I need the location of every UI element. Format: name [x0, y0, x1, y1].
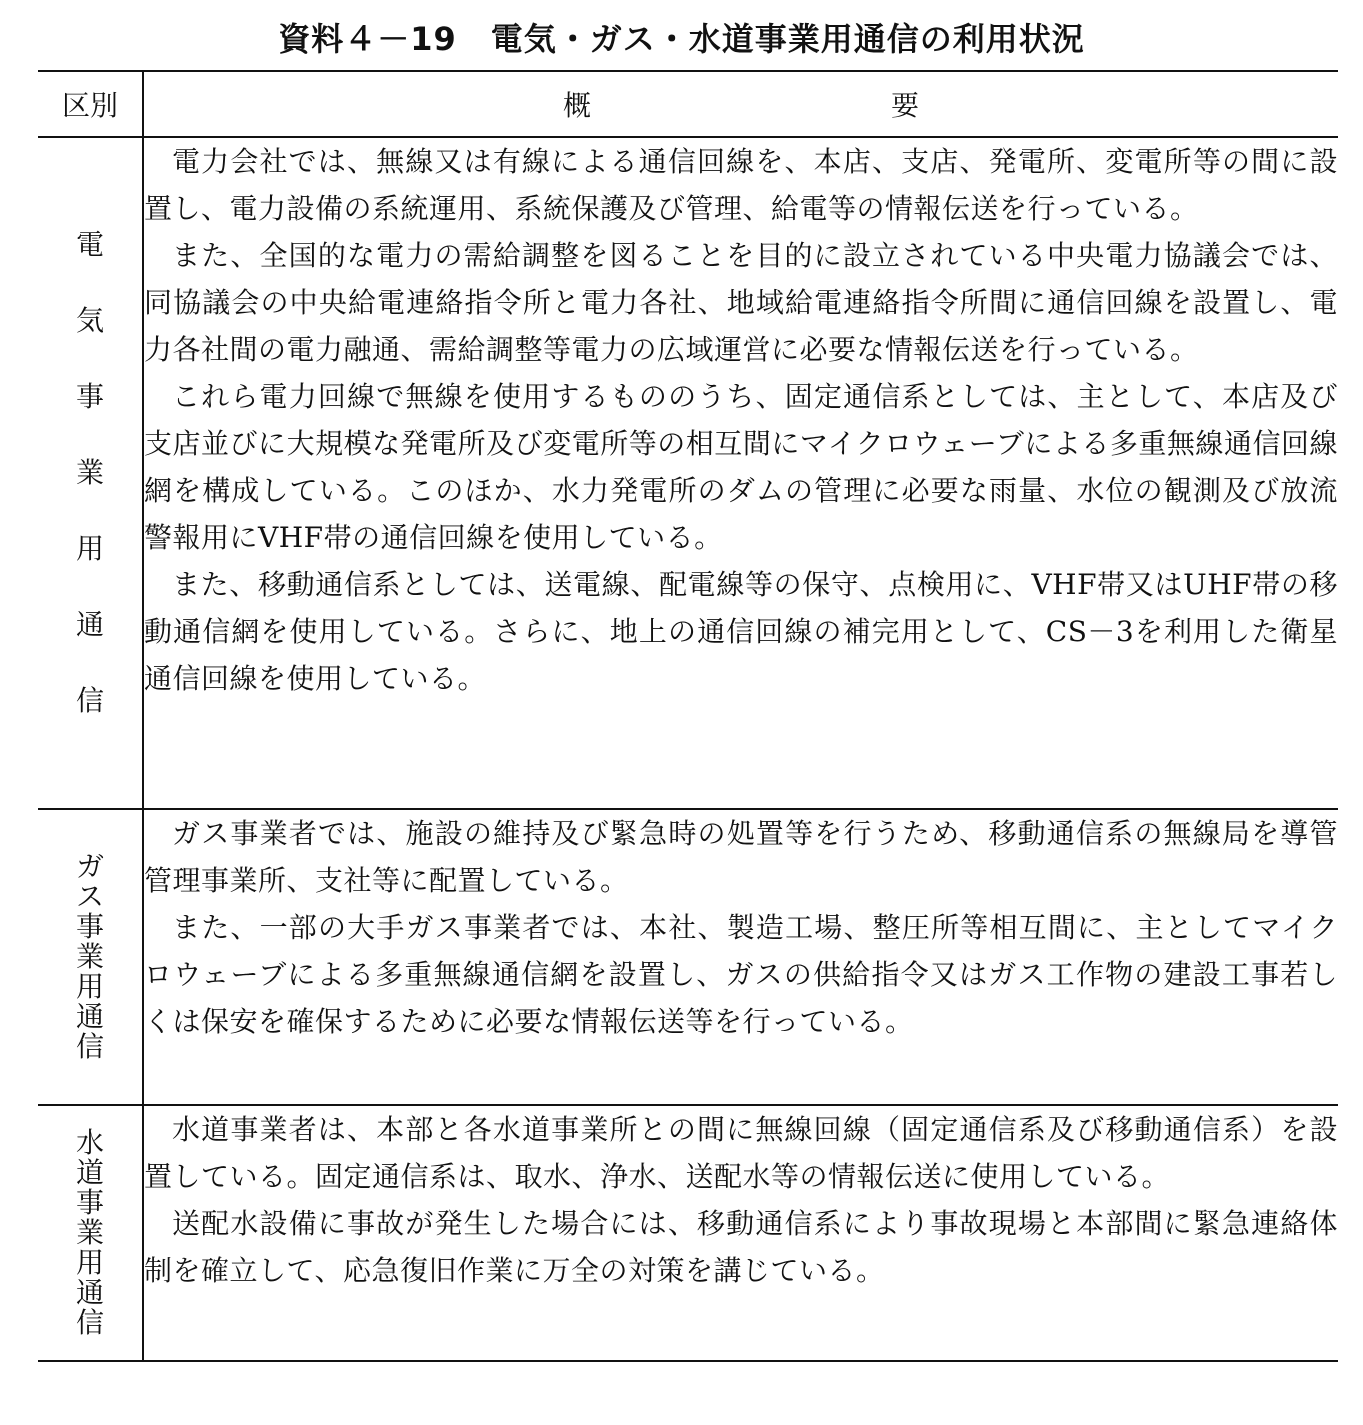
label-char: 水	[75, 1126, 104, 1159]
label-char: ス	[75, 880, 104, 913]
label-char: 信	[75, 684, 104, 717]
document-title-text: 電気・ガス・水道事業用通信の利用状況	[490, 20, 1085, 58]
paragraph: これら電力回線で無線を使用するもののうち、固定通信系としては、主として、本店及び支店並びに大規模な発電所及び変電所等の相互間にマイクロウェーブによる多重無線通信回線網を構成している。このほか、水力発電所のダムの管理に必要な雨量、水位の観測及び放流警報用にVHF帯の通信回線を使用している。	[144, 380, 1338, 554]
row-body-electric	[143, 137, 1338, 809]
table-row-water	[38, 1105, 1338, 1361]
row-label-gas	[38, 809, 143, 1105]
paragraph: 送配水設備に事故が発生した場合には、移動通信系により事故現場と本部間に緊急連絡体制を確立して、応急復旧作業に万全の対策を講じている。	[144, 1207, 1338, 1287]
label-char: 信	[75, 1306, 104, 1339]
document-number: 資料４－19	[278, 20, 457, 58]
document-title	[0, 14, 1363, 60]
row-body-water	[143, 1105, 1338, 1361]
label-char: 用	[75, 1246, 104, 1279]
label-char: ガ	[75, 850, 104, 883]
label-char: 電	[75, 228, 104, 261]
label-char: 業	[75, 940, 104, 973]
label-char: 道	[75, 1156, 104, 1189]
usage-table	[38, 70, 1338, 1362]
label-char: 通	[75, 1000, 104, 1033]
label-char: 事	[75, 1186, 104, 1219]
row-label-water	[38, 1105, 143, 1361]
label-char: 通	[75, 608, 104, 641]
label-char: 用	[75, 532, 104, 565]
header-summary	[143, 71, 1338, 137]
paragraph: また、全国的な電力の需給調整を図ることを目的に設立されている中央電力協議会では、同協議会の中央給電連絡指令所と電力各社、地域給電連絡指令所間に通信回線を設置し、電力各社間の電力融通、需給調整等電力の広域運営に必要な情報伝送を行っている。	[144, 239, 1338, 366]
paragraph: また、一部の大手ガス事業者では、本社、製造工場、整圧所等相互間に、主としてマイクロウェーブによる多重無線通信網を設置し、ガスの供給指令又はガス工作物の建設工事若しくは保安を確保するために必要な情報伝送等を行っている。	[144, 911, 1338, 1038]
label-char: 信	[75, 1030, 104, 1063]
label-char: 業	[75, 1216, 104, 1249]
row-label-electric	[38, 137, 143, 809]
paragraph: また、移動通信系としては、送電線、配電線等の保守、点検用に、VHF帯又はUHF帯の移動通信網を使用している。さらに、地上の通信回線の補完用として、CS－3を利用した衛星通信回線を使用している。	[144, 568, 1338, 695]
row-body-gas	[143, 809, 1338, 1105]
label-char: 事	[75, 910, 104, 943]
table-header-row	[38, 71, 1338, 137]
label-char: 業	[75, 456, 104, 489]
paragraph: 電力会社では、無線又は有線による通信回線を、本店、支店、発電所、変電所等の間に設置し、電力設備の系統運用、系統保護及び管理、給電等の情報伝送を行っている。	[144, 145, 1338, 225]
header-summary-right: 要	[891, 89, 920, 122]
paragraph: 水道事業者は、本部と各水道事業所との間に無線回線（固定通信系及び移動通信系）を設置している。固定通信系は、取水、浄水、送配水等の情報伝送に使用している。	[144, 1113, 1338, 1193]
label-char: 事	[75, 380, 104, 413]
table-row-gas	[38, 809, 1338, 1105]
table-row-electric	[38, 137, 1338, 809]
header-summary-left: 概	[562, 89, 591, 122]
label-char: 用	[75, 970, 104, 1003]
paragraph: ガス事業者では、施設の維持及び緊急時の処置等を行うため、移動通信系の無線局を導管管理事業所、支社等に配置している。	[144, 817, 1338, 897]
header-category: 区別	[38, 71, 143, 137]
label-char: 通	[75, 1276, 104, 1309]
label-char: 気	[75, 304, 104, 337]
